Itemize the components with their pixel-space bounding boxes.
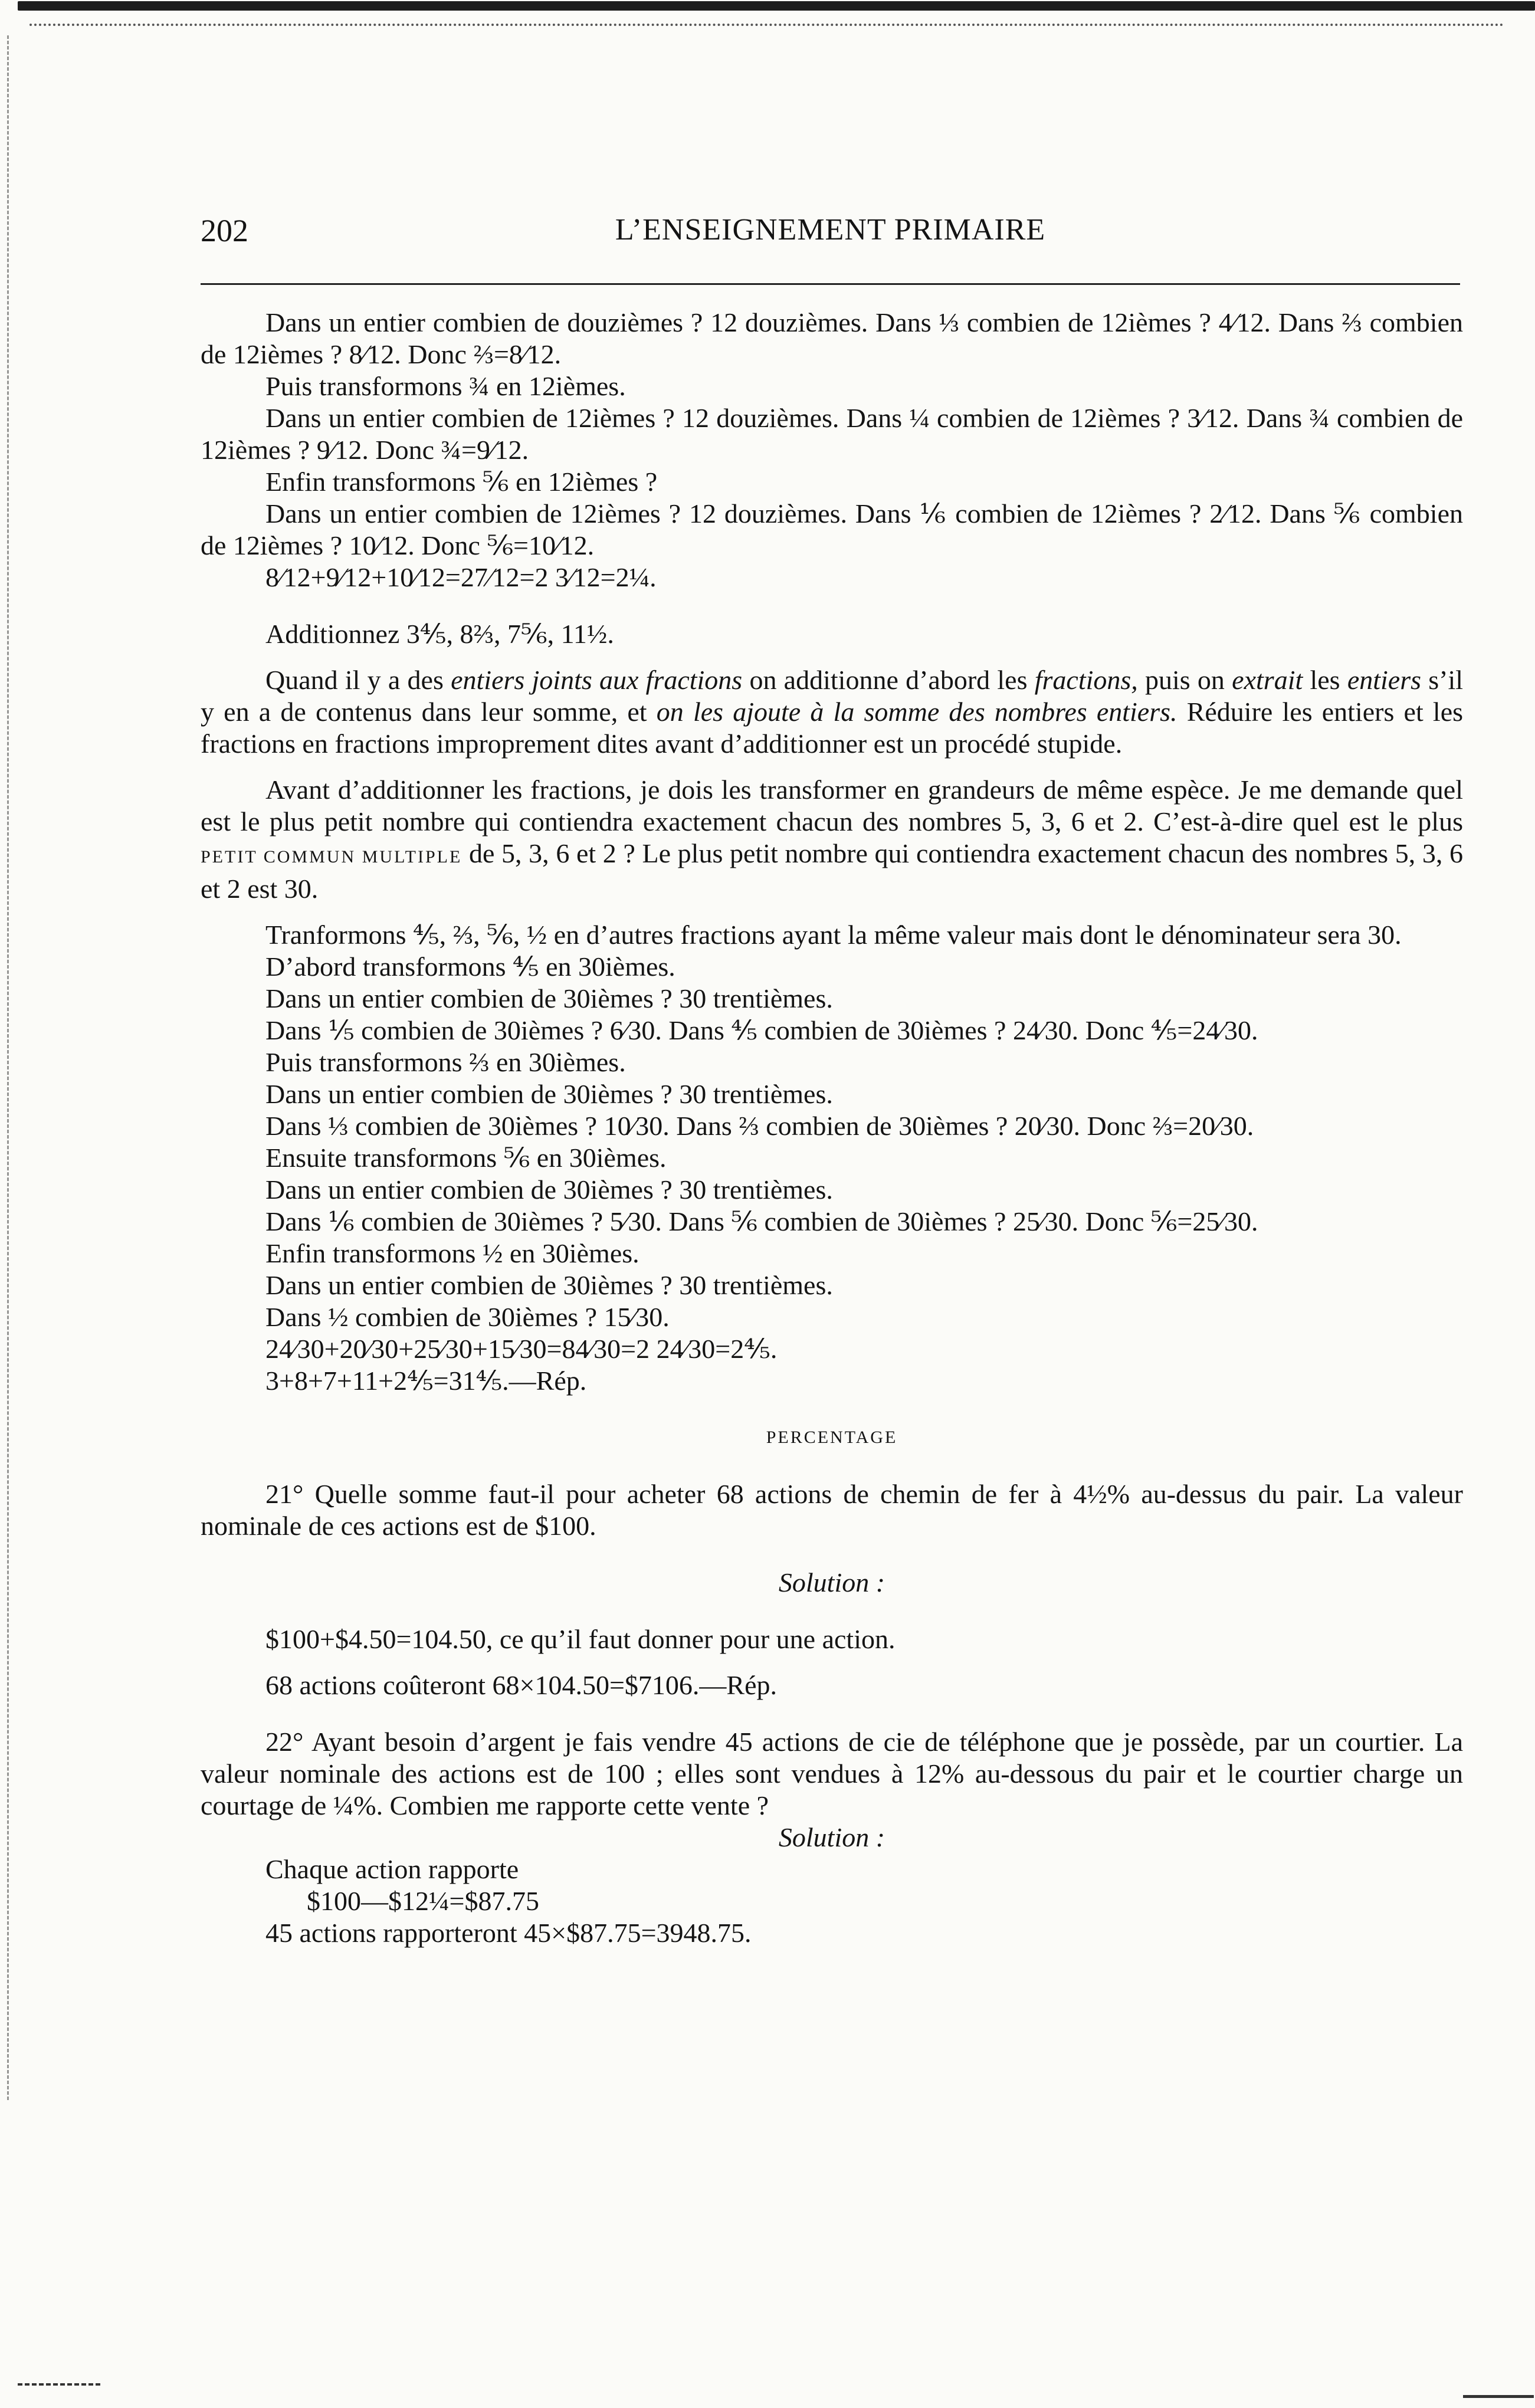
problem-21: 21° Quelle somme faut-il pour acheter 68 actions de chemin de fer à 4½% au-dessus du pair. La valeur nominale de ces actions est de $100.	[201, 1479, 1463, 1541]
body-line: Enfin transformons ⅚ en 12ièmes ?	[265, 467, 658, 497]
body-line: Puis transformons ⅔ en 30ièmes.	[265, 1047, 626, 1077]
answer-line: 45 actions rapporteront 45×$87.75=3948.75.	[265, 1918, 752, 1948]
answer-line: 3+8+7+11+2⅘=31⅘.—Rép.	[265, 1366, 587, 1396]
explanation-paragraph: Avant d’additionner les fractions, je dois les transformer en grandeurs de même espèce. Je me demande quel est le plus petit nombre qui contiendra exactement chacun des nombres 5, 3, 6 et 2. C’est-à-dire quel est le plus PETIT COMMUN MULTIPLE de 5, 3, 6 et 2 ? Le plus petit nombre qui contiendra exactement chacun des nombres 5, 3, 6 et 2 est 30.	[201, 775, 1464, 904]
scan-left-margin-marks	[7, 35, 17, 2100]
equation-line: 8⁄12+9⁄12+10⁄12=27⁄12=2 3⁄12=2¼.	[265, 562, 657, 592]
equation-line: 24⁄30+20⁄30+25⁄30+15⁄30=84⁄30=2 24⁄30=2⅘.	[265, 1334, 778, 1364]
answer-line: 68 actions coûteront 68×104.50=$7106.—Rép.	[265, 1670, 777, 1700]
problem-22: 22° Ayant besoin d’argent je fais vendre 45 actions de cie de téléphone que je possède, par un courtier. La valeur nominale des actions est de 100 ; elles sont vendues à 12% au-dessous du pair et le courtier charge un courtage de ¼%. Combien me rapporte cette vente ?	[201, 1727, 1463, 1820]
explanation-paragraph: Tranformons ⅘, ⅔, ⅚, ½ en d’autres fractions ayant la même valeur mais dont le dénominateur sera 30.	[265, 920, 1402, 950]
body-line: Dans un entier combien de 12ièmes ? 12 douzièmes. Dans ⅙ combien de 12ièmes ? 2⁄12. Dans ⅚ combien de 12ièmes ? 10⁄12. Donc ⅚=10⁄12.	[201, 498, 1463, 560]
solution-heading: Solution :	[778, 1567, 885, 1597]
body-line: D’abord transformons ⅘ en 30ièmes.	[265, 952, 675, 982]
body-line: Enfin transformons ½ en 30ièmes.	[265, 1238, 639, 1268]
body-line: Dans ½ combien de 30ièmes ? 15⁄30.	[265, 1302, 670, 1332]
solution-line: Chaque action rapporte	[265, 1854, 519, 1884]
body-line: Ensuite transformons ⅚ en 30ièmes.	[265, 1143, 667, 1173]
solution-line: $100—$12¼=$87.75	[307, 1886, 539, 1916]
running-title: L’ENSEIGNEMENT PRIMAIRE	[615, 213, 1046, 247]
rule-paragraph: Quand il y a des entiers joints aux fractions on additionne d’abord les fractions, puis on extrait les entiers s’il y en a de contenus dans leur somme, et on les ajoute à la somme des nombres entiers. Réduire les entiers et les fractions en fractions improprement dites avant d’additionner est un procédé stupide.	[201, 665, 1464, 759]
scan-bottom-mark	[18, 2383, 100, 2386]
scan-top-dots	[29, 24, 1504, 28]
page-number: 202	[201, 213, 248, 248]
page-header	[201, 212, 1460, 260]
exercise-prompt: Additionnez 3⅘, 8⅔, 7⅚, 11½.	[265, 619, 614, 649]
body-line: Dans un entier combien de 30ièmes ? 30 trentièmes.	[265, 1079, 833, 1109]
scan-bottom-mark	[1463, 2395, 1534, 2398]
body-line: Dans ⅕ combien de 30ièmes ? 6⁄30. Dans ⅘ combien de 30ièmes ? 24⁄30. Donc ⅘=24⁄30.	[265, 1015, 1258, 1045]
solution-heading: Solution :	[778, 1822, 885, 1852]
body-line: Dans ⅙ combien de 30ièmes ? 5⁄30. Dans ⅚ combien de 30ièmes ? 25⁄30. Donc ⅚=25⁄30.	[265, 1206, 1258, 1236]
body-line: Dans un entier combien de 30ièmes ? 30 trentièmes.	[265, 1270, 833, 1300]
body-line: Puis transformons ¾ en 12ièmes.	[265, 371, 626, 401]
scan-top-edge	[18, 1, 1535, 11]
solution-line: $100+$4.50=104.50, ce qu’il faut donner pour une action.	[265, 1624, 896, 1654]
header-rule	[201, 283, 1460, 285]
body-line: Dans un entier combien de douzièmes ? 12 douzièmes. Dans ⅓ combien de 12ièmes ? 4⁄12. Dans ⅔ combien de 12ièmes ? 8⁄12. Donc ⅔=8⁄12.	[201, 307, 1463, 369]
body-line: Dans un entier combien de 30ièmes ? 30 trentièmes.	[265, 1175, 833, 1205]
body-line: Dans un entier combien de 12ièmes ? 12 douzièmes. Dans ¼ combien de 12ièmes ? 3⁄12. Dans ¾ combien de 12ièmes ? 9⁄12. Donc ¾=9⁄12.	[201, 403, 1463, 465]
section-heading: PERCENTAGE	[766, 1428, 898, 1447]
body-line: Dans un entier combien de 30ièmes ? 30 trentièmes.	[265, 983, 833, 1013]
body-line: Dans ⅓ combien de 30ièmes ? 10⁄30. Dans ⅔ combien de 30ièmes ? 20⁄30. Donc ⅔=20⁄30.	[265, 1111, 1254, 1141]
page-body	[201, 307, 1463, 1949]
